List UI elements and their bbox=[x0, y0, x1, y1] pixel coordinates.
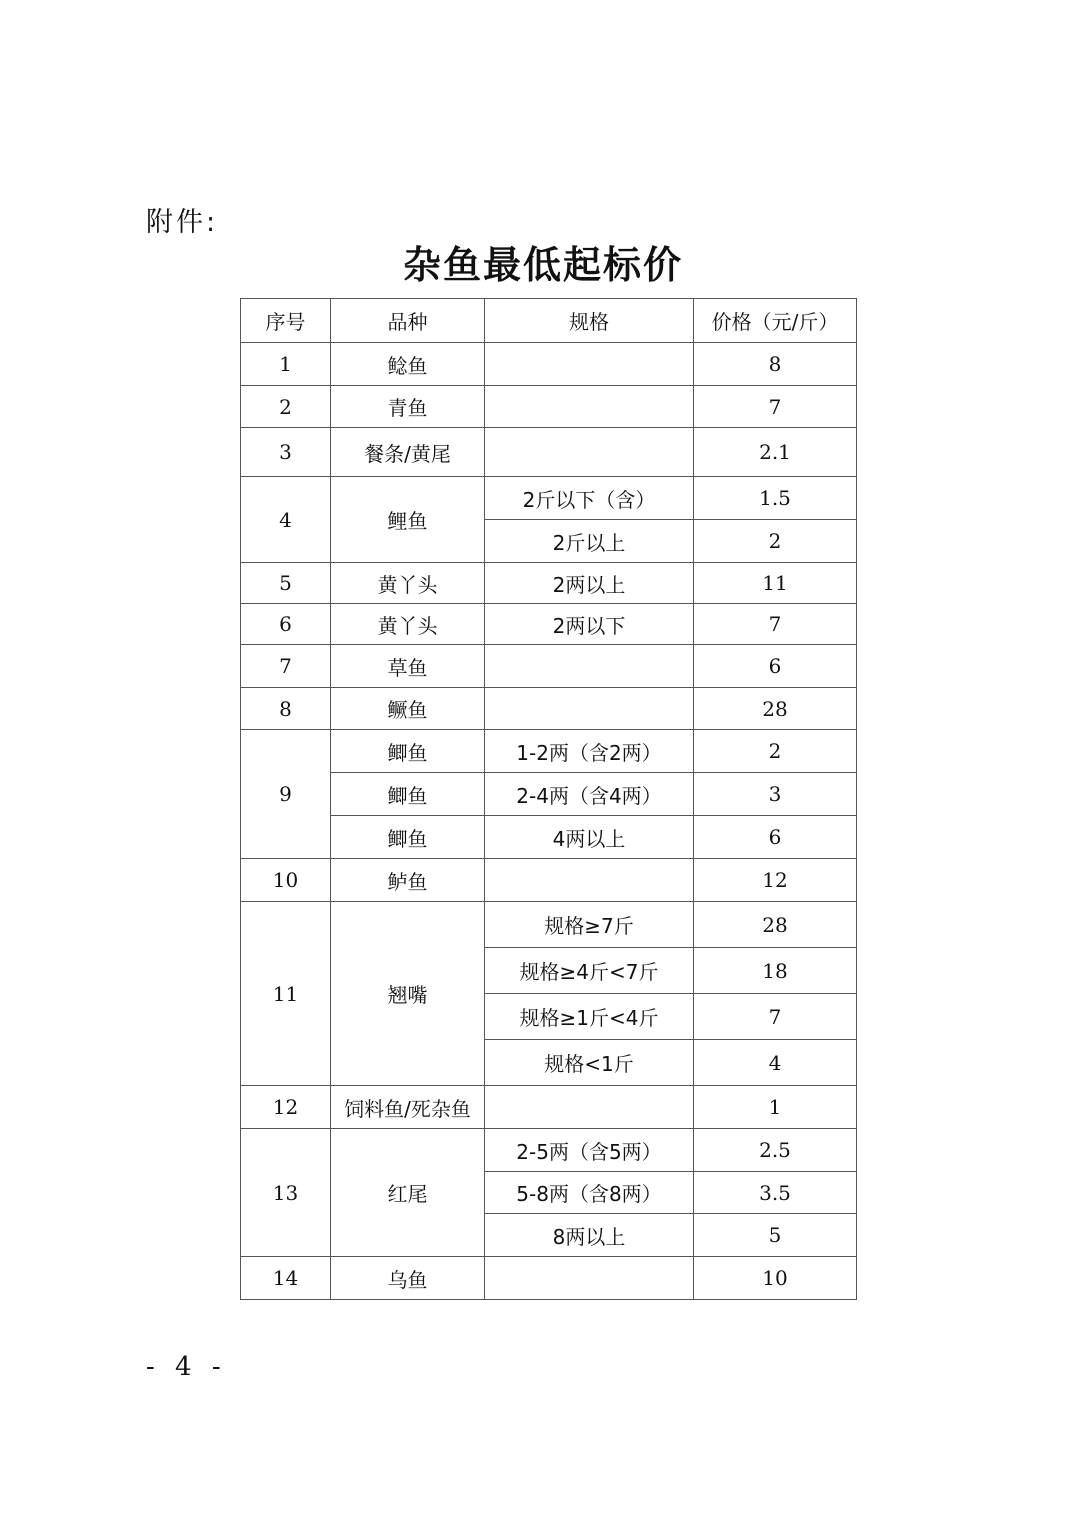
row-price: 1.5 bbox=[694, 477, 857, 520]
row-species: 鲈鱼 bbox=[331, 859, 485, 902]
price-table bbox=[240, 298, 857, 1300]
row-price: 2.5 bbox=[694, 1129, 857, 1172]
row-spec: 规格≥7斤 bbox=[485, 902, 694, 948]
table-header-row bbox=[241, 299, 857, 343]
row-species: 红尾 bbox=[331, 1129, 485, 1257]
row-species: 鲶鱼 bbox=[331, 343, 485, 386]
row-no: 11 bbox=[241, 902, 331, 1086]
row-price: 11 bbox=[694, 563, 857, 604]
header-no: 序号 bbox=[241, 299, 331, 343]
table-row bbox=[241, 563, 857, 604]
row-price: 1 bbox=[694, 1086, 857, 1129]
row-no: 3 bbox=[241, 428, 331, 477]
table-row bbox=[241, 816, 857, 859]
row-no: 7 bbox=[241, 645, 331, 688]
row-price: 7 bbox=[694, 386, 857, 428]
row-price: 8 bbox=[694, 343, 857, 386]
attachment-label: 附件: bbox=[146, 207, 219, 238]
row-no: 1 bbox=[241, 343, 331, 386]
table-row bbox=[241, 386, 857, 428]
row-price: 2.1 bbox=[694, 428, 857, 477]
row-spec bbox=[485, 688, 694, 730]
row-price: 2 bbox=[694, 730, 857, 773]
row-spec: 5-8两（含8两） bbox=[485, 1172, 694, 1214]
row-no: 13 bbox=[241, 1129, 331, 1257]
row-spec: 2两以下 bbox=[485, 604, 694, 645]
row-spec: 规格≥1斤<4斤 bbox=[485, 994, 694, 1040]
row-no: 5 bbox=[241, 563, 331, 604]
row-no: 4 bbox=[241, 477, 331, 563]
row-price: 5 bbox=[694, 1214, 857, 1257]
header-price: 价格（元/斤） bbox=[694, 299, 857, 343]
row-species: 鳜鱼 bbox=[331, 688, 485, 730]
row-spec: 规格<1斤 bbox=[485, 1040, 694, 1086]
row-species: 鲫鱼 bbox=[331, 816, 485, 859]
row-price: 2 bbox=[694, 520, 857, 563]
row-spec bbox=[485, 1257, 694, 1300]
row-spec: 规格≥4斤<7斤 bbox=[485, 948, 694, 994]
row-price: 6 bbox=[694, 816, 857, 859]
row-price: 10 bbox=[694, 1257, 857, 1300]
row-price: 3 bbox=[694, 773, 857, 816]
row-spec bbox=[485, 343, 694, 386]
table-row bbox=[241, 343, 857, 386]
row-species: 青鱼 bbox=[331, 386, 485, 428]
row-price: 28 bbox=[694, 902, 857, 948]
row-spec bbox=[485, 428, 694, 477]
table-row bbox=[241, 1257, 857, 1300]
header-spec: 规格 bbox=[485, 299, 694, 343]
row-species: 黄丫头 bbox=[331, 604, 485, 645]
table-row bbox=[241, 773, 857, 816]
row-spec bbox=[485, 386, 694, 428]
table-row bbox=[241, 428, 857, 477]
table-row bbox=[241, 730, 857, 773]
row-no: 2 bbox=[241, 386, 331, 428]
row-species: 黄丫头 bbox=[331, 563, 485, 604]
row-price: 7 bbox=[694, 604, 857, 645]
row-spec bbox=[485, 1086, 694, 1129]
row-price: 12 bbox=[694, 859, 857, 902]
table-row bbox=[241, 604, 857, 645]
row-spec: 2-4两（含4两） bbox=[485, 773, 694, 816]
row-price: 6 bbox=[694, 645, 857, 688]
document-title: 杂鱼最低起标价 bbox=[402, 243, 683, 287]
header-species: 品种 bbox=[331, 299, 485, 343]
page-number: - 4 - bbox=[146, 1352, 227, 1382]
row-species: 草鱼 bbox=[331, 645, 485, 688]
row-spec bbox=[485, 859, 694, 902]
table-row bbox=[241, 902, 857, 948]
row-species: 鲫鱼 bbox=[331, 730, 485, 773]
table-row bbox=[241, 645, 857, 688]
row-species: 鲫鱼 bbox=[331, 773, 485, 816]
row-no: 10 bbox=[241, 859, 331, 902]
row-no: 14 bbox=[241, 1257, 331, 1300]
row-spec: 1-2两（含2两） bbox=[485, 730, 694, 773]
row-species: 饲料鱼/死杂鱼 bbox=[331, 1086, 485, 1129]
table-row bbox=[241, 1086, 857, 1129]
row-no: 12 bbox=[241, 1086, 331, 1129]
row-price: 7 bbox=[694, 994, 857, 1040]
row-spec: 2斤以下（含） bbox=[485, 477, 694, 520]
row-price: 3.5 bbox=[694, 1172, 857, 1214]
row-spec: 2斤以上 bbox=[485, 520, 694, 563]
row-species: 翘嘴 bbox=[331, 902, 485, 1086]
row-species: 乌鱼 bbox=[331, 1257, 485, 1300]
row-spec: 8两以上 bbox=[485, 1214, 694, 1257]
row-species: 鲤鱼 bbox=[331, 477, 485, 563]
row-no: 8 bbox=[241, 688, 331, 730]
row-spec bbox=[485, 645, 694, 688]
table-row bbox=[241, 688, 857, 730]
table-row bbox=[241, 477, 857, 520]
row-price: 28 bbox=[694, 688, 857, 730]
row-species: 餐条/黄尾 bbox=[331, 428, 485, 477]
row-no: 6 bbox=[241, 604, 331, 645]
row-spec: 4两以上 bbox=[485, 816, 694, 859]
row-spec: 2两以上 bbox=[485, 563, 694, 604]
table-row bbox=[241, 1129, 857, 1172]
row-price: 4 bbox=[694, 1040, 857, 1086]
table-row bbox=[241, 859, 857, 902]
row-no: 9 bbox=[241, 730, 331, 859]
row-price: 18 bbox=[694, 948, 857, 994]
row-spec: 2-5两（含5两） bbox=[485, 1129, 694, 1172]
